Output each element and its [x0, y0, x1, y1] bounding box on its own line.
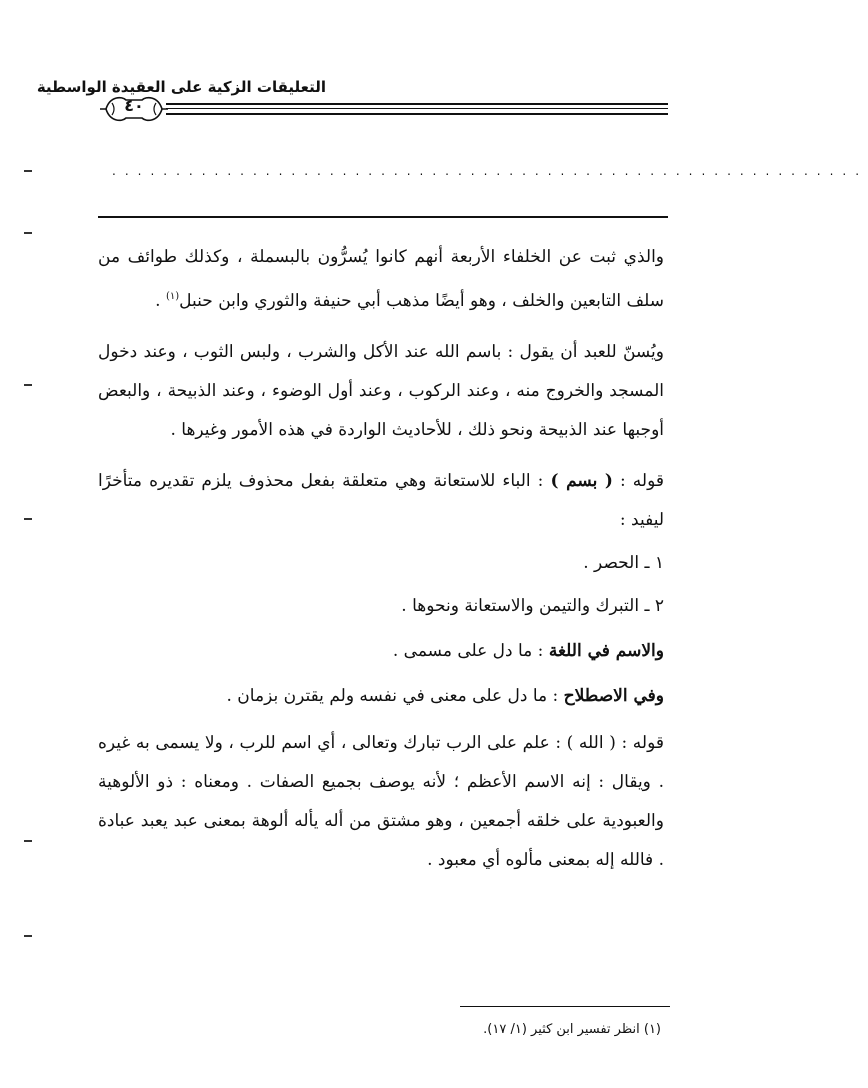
punctuation: .	[155, 291, 166, 311]
section-rule	[98, 216, 668, 218]
paragraph-text: : الباء للاستعانة وهي متعلقة بفعل محذوف يلزم تقديره متأخرًا ليفيد :	[98, 471, 664, 530]
body-text	[98, 238, 664, 880]
margin-mark	[24, 935, 32, 937]
margin-mark	[24, 384, 32, 386]
margin-mark	[24, 170, 32, 172]
header-rule-top	[166, 103, 668, 105]
list-item-text: ٢ ـ التبرك والتيمن والاستعانة ونحوها .	[401, 596, 664, 616]
page-number: ٤٠	[124, 96, 144, 115]
paragraph-text: قوله : ( الله ) : علم على الرب تبارك وتعالى ، أي اسم للرب ، ولا يسمى به غيره . ويقال : إنه الاسم الأعظم ؛ لأنه يوصف بجميع الصفات . ومعناه : ذو الألوهية والعبودية على خلقه أجمعين ، وهو مشتق من أله يأله ألوهة بمعنى عبد يعبد عبادة . فالله إله بمعنى مألوه أي معبود .	[98, 733, 664, 870]
footnote: (١) انظر تفسير ابن كثير (١/ ١٧).	[483, 1022, 661, 1037]
list-item	[98, 587, 664, 626]
definition	[98, 632, 664, 671]
list-item	[98, 544, 664, 583]
footnote-ref: (١)	[165, 291, 180, 302]
definition-term: والاسم في اللغة	[548, 641, 664, 661]
paragraph	[98, 724, 664, 880]
omission-dots: ...........................................................	[112, 164, 868, 178]
margin-mark	[24, 840, 32, 842]
paragraph-text: ويُسنّ للعبد أن يقول : باسم الله عند الأكل والشرب ، ولبس الثوب ، وعند دخول المسجد والخروج منه ، وعند الركوب ، وعند أول الوضوء ، وعند الذبيحة ، والبعض أوجبها عند الذبيحة ونحو ذلك ، للأحاديث الواردة في هذه الأمور وغيرها .	[98, 342, 664, 440]
definition-term: وفي الاصطلاح	[563, 686, 664, 706]
paragraph	[98, 238, 664, 321]
header-rule-middle	[166, 108, 668, 109]
running-title: التعليقات الزكية على العقيدة الواسطية	[36, 78, 326, 96]
footnote-rule	[460, 1006, 670, 1007]
definition	[98, 677, 664, 716]
paragraph	[98, 462, 664, 540]
margin-mark	[24, 232, 32, 234]
definition-text: : ما دل على مسمى .	[392, 641, 549, 661]
margin-mark	[24, 518, 32, 520]
definition-text: : ما دل على معنى في نفسه ولم يقترن بزمان .	[226, 686, 564, 706]
paragraph-text: والذي ثبت عن الخلفاء الأربعة أنهم كانوا يُسرُّون بالبسملة ، وكذلك طوائف من سلف التابعين والخلف ، وهو أيضًا مذهب أبي حنيفة والثوري وابن حنبل	[98, 247, 664, 311]
quoted-word: ( بسم )	[550, 471, 613, 491]
paragraph	[98, 333, 664, 450]
paragraph-lead: قوله :	[612, 471, 665, 491]
header-rule-bottom	[166, 113, 668, 115]
list-item-text: ١ ـ الحصر .	[583, 553, 664, 573]
